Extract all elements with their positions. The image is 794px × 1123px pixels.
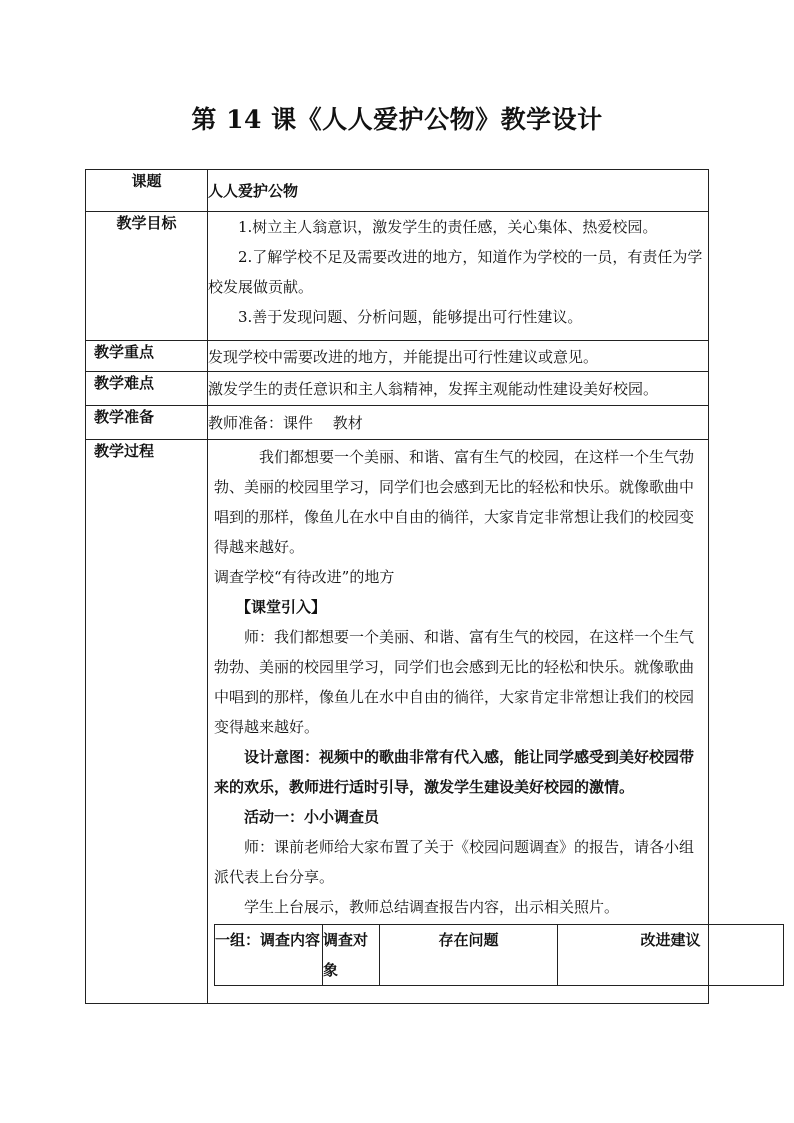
process-label: 教学过程	[86, 440, 208, 1004]
survey-table-header	[215, 925, 784, 986]
goal-item: 2.了解学校不足及需要改进的地方，知道作为学校的一员，有责任为学校发展做贡献。	[208, 248, 703, 296]
row-process	[86, 440, 709, 1004]
teacher-paragraph: 师：课前老师给大家布置了关于《校园问题调查》的报告，请各小组派代表上台分享。	[214, 838, 695, 886]
difficulty-label: 教学难点	[86, 372, 208, 406]
survey-table	[214, 924, 784, 986]
row-difficulty	[86, 372, 709, 406]
teacher-paragraph: 师：我们都想要一个美丽、和谐、富有生气的校园，在这样一个生气勃勃、美丽的校园里学习，同学们也会感到无比的轻松和快乐。就像歌曲中唱到的那样，像鱼儿在水中自由的徜徉，大家肯定非常想让我们的校园变得越来越好。	[214, 628, 695, 736]
design-intent: 设计意图：视频中的歌曲非常有代入感，能让同学感受到美好校园带来的欢乐，教师进行适时引导，激发学生建设美好校园的激情。	[214, 748, 695, 796]
row-prep	[86, 406, 709, 440]
section-intro: 【课堂引入】	[236, 598, 327, 616]
goal-item: 1.树立主人翁意识，激发学生的责任感，关心集体、热爱校园。	[238, 218, 658, 236]
goals-label: 教学目标	[86, 212, 208, 341]
topic-label: 课题	[86, 170, 208, 212]
prep-value: 教师准备：课件 教材	[208, 406, 709, 440]
student-paragraph: 学生上台展示，教师总结调查报告内容，出示相关照片。	[244, 898, 620, 916]
survey-col-header: 一组：调查内容	[215, 925, 323, 986]
page-title: 第 14 课《人人爱护公物》教学设计	[191, 105, 603, 134]
key-value: 发现学校中需要改进的地方，并能提出可行性建议或意见。	[208, 341, 709, 372]
activity-title: 活动一：小小调查员	[244, 808, 380, 826]
goal-item: 3.善于发现问题、分析问题，能够提出可行性建议。	[238, 308, 583, 326]
row-goals	[86, 212, 709, 341]
survey-col-header: 改进建议	[558, 925, 784, 986]
topic-value: 人人爱护公物	[208, 182, 299, 200]
key-label: 教学重点	[86, 341, 208, 372]
survey-col-header: 调查对象	[323, 925, 380, 986]
prep-label: 教学准备	[86, 406, 208, 440]
intro-paragraph: 我们都想要一个美丽、和谐、富有生气的校园，在这样一个生气勃勃、美丽的校园里学习，同学们也会感到无比的轻松和快乐。就像歌曲中唱到的那样，像鱼儿在水中自由的徜徉，大家肯定非常想让我们的校园变得越来越好。	[214, 448, 695, 556]
lesson-plan-table	[85, 169, 709, 1004]
row-key	[86, 341, 709, 372]
survey-col-header: 存在问题	[380, 925, 558, 986]
difficulty-value: 激发学生的责任意识和主人翁精神，发挥主观能动性建设美好校园。	[208, 372, 709, 406]
survey-line: 调查学校“有待改进”的地方	[214, 568, 395, 586]
row-topic	[86, 170, 709, 212]
